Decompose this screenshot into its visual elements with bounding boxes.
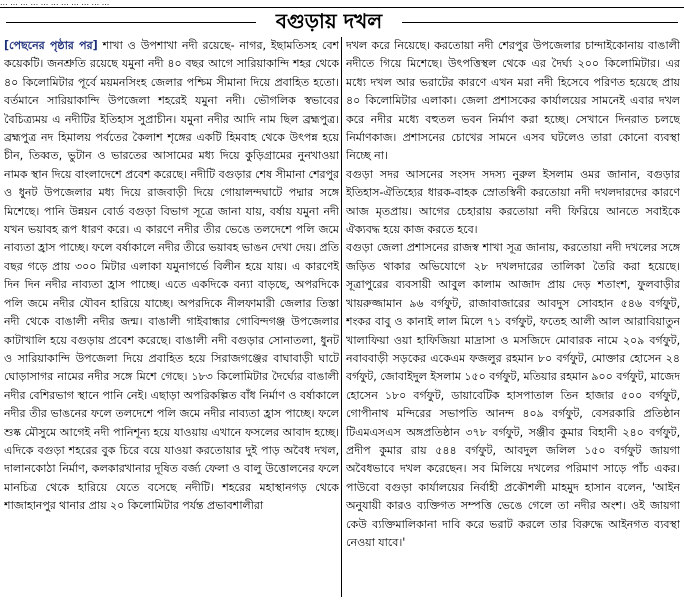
article-column-right — [346, 37, 680, 597]
article-headline: বগুড়ায় দখল — [275, 9, 383, 33]
headline-rule-right — [402, 22, 678, 23]
column-divider — [341, 37, 342, 597]
article-column-left — [4, 37, 339, 597]
headline-row — [0, 8, 684, 34]
right-paragraph-2: বগুড়া সদর আসনের সংসদ সদস্য নুরুল ইসলাম ওমর জানান, বগুড়ার ইতিহাস-ঐতিহ্যের ধারক-বাহক স্রোতস্বিনী করতোয়া নদী দখলদারদের কারণে আজ মৃতপ্রায়। আগের চেহারায় করতোয়া নদী ফিরিয়ে আনতে সবাইকে ঐক্যবদ্ধ হয়ে কাজ করতে হবে। — [346, 167, 680, 237]
previous-section-cutoff: ... ... ... ... ... ... ... ... ... ... ... — [0, 0, 684, 8]
right-paragraph-3: বগুড়া জেলা প্রশাসনের রাজস্ব শাখা সূত্র জানায়, করতোয়া নদী দখলের সঙ্গে জড়িত থাকার অভিযোগে ২৮ দখলদারের তালিকা তৈরি করা হয়েছে। সূত্রাপুরের ব্যবসায়ী আবুল কালাম আজাদ প্রায় দেড় শতাংশ, ফুলবাড়ীর খায়রুজ্জামান ৯৬ বর্গফুট, রাজাবাজারের আবদুস সোবহান ৫৪৬ বর্গফুট, শংকর বাবু ও কানাই লাল মিলে ৭১ বর্গফুট, ফতেহ আলী আল আরাবিয়াতুন খালাফিয়া ওয়া হাফিজিয়া মাদ্রাসা ও মসজিদে মোবারক নামে ২০৯ বর্গফুট, নবাববাড়ী সড়কের একেএম ফজলুর রহমান ৮০ বর্গফুট, মোক্তার হোসেন ২৪ বর্গফুট, জোবাইদুল ইসলাম ১৫০ বর্গফুট, মতিয়ার রহমান ৯০০ বর্গফুট, মাজেদ হোসেন ১৮০ বর্গফুট, ডায়াবেটিক হাসপাতাল তিন হাজার ৫০০ বর্গফুট, গোপীনাথ মন্দিরের সভাপতি আনন্দ ৪০৯ বর্গফুট, বেসরকারি প্রতিষ্ঠান টিএমএসএস অঙ্গপ্রতিষ্ঠান ৩৭৮ বর্গফুট, সঞ্জীব কুমার বিহানী ২৪০ বর্গফুট, প্রদীপ কুমার রায় ৫৪৪ বর্গফুট, আবদুল জলিল ১৫০ বর্গফুট জায়গা অবৈধভাবে দখল করেছেন। সব মিলিয়ে দখলের পরিমাণ সাড়ে পাঁচ একর। পাউবো বগুড়া কার্যালয়ের নির্বাহী প্রকৌশলী মাহমুদ হাসান বলেন, 'আইন অনুযায়ী কারও ব্যক্তিগত সম্পত্তি ভেঙে গেলে তা নদীর অংশ। ওই জায়গা কেউ ব্যক্তিমালিকানা দাবি করে ভরাট করলে তার বিরুদ্ধে আইনগত ব্যবস্থা নেওয়া যাবে।' — [346, 241, 680, 549]
left-paragraph-1 — [4, 37, 339, 516]
headline-rule-left — [6, 22, 256, 23]
right-paragraph-1: দখল করে নিয়েছে। করতোয়া নদী শেরপুর উপজেলার চান্দাইকোনায় বাঙালী নদীতে গিয়ে মিশেছে। উৎপত্তিস্থল থেকে এর দৈর্ঘ্য ২০০ কিলোমিটার। এর মধ্যে দখল আর ভরাটের কারণে এখন মরা নদী হিসেবে পরিণত হয়েছে প্রায় ৪০ কিলোমিটার এলাকা। জেলা প্রশাসকের কার্যালয়ের সামনেই এবার দখল করে নদীর মধ্যে বহুতল ভবন নির্মাণ করা হচ্ছে। সেখানে দিনরাত চলছে নির্মাণকাজ। প্রশাসনের চোখের সামনে এসব ঘটলেও তারা কোনো ব্যবস্থা নিচ্ছে না। — [346, 39, 680, 163]
continuation-tag: [পেছনের পৃষ্ঠার পর] — [4, 39, 98, 52]
left-paragraph-1-text: শাখা ও উপশাখা নদী রয়েছে- নাগর, ইছামতিসহ বেশ কয়েকটি। জনশ্রুতি রয়েছে যমুনা নদী ৪০ বছর আগে সারিয়াকান্দি শহর থেকে ৪০ কিলোমিটার পূর্বে ময়মনসিংহ জেলার পশ্চিম সীমানা দিয়ে প্রবাহিত হতো। বর্তমানে সারিয়াকান্দি উপজেলা শহরেই যমুনা নদী। ভৌগলিক স্বভাবের বৈচিত্র্যময় এ নদীটির ইতিহাস সুপ্রাচীন। যমুনা নদীর আদি নাম ছিল ব্রহ্মপুত্র। ব্রহ্মপুত্র নদ হিমালয় পর্বতের কৈলাশ শৃঙ্গের একটি হিমবাহ থেকে উৎপন্ন হয়ে চীন, তিব্বত, ভুটান ও ভারতের আসামের মধ্য দিয়ে কুড়িগ্রামের নুনখাওয়া নামক স্থান দিয়ে বাংলাদেশে প্রবেশ করেছে। নদীটি বগুড়ার শেষ সীমানা শেরপুর ও ধুনট উপজেলার মধ্য দিয়ে রাজবাড়ী দিয়ে গোয়ালন্দঘাটে পদ্মার সঙ্গে মিশেছে। পানি উন্নয়ন বোর্ড বগুড়া বিভাগ সূত্রে জানা যায়, বর্ষায় যমুনা নদী যখন ভয়াবহ রূপ ধারণ করে। এ কারণে নদীর তীর ভেঙে তলদেশে পলি জমে নাব্যতা হ্রাস পাচ্ছে। ফলে বর্ষাকালে নদীর তীরে ভয়াবহ ভাঙন দেখা দেয়। প্রতি বছর গড়ে প্রায় ৩০০ মিটার এলাকা যমুনাগর্ভে বিলীন হয়ে যায়। এ কারণেই দিন দিন নদীর নাব্যতা হ্রাস পাচ্ছে। এতে একদিকে বন্যা বাড়ছে, অপরদিকে পলি জমে নদীর যৌবন হারিয়ে যাচ্ছে। অপরদিকে নীলফামারী জেলার তিস্তা নদী থেকে বাঙালী নদীর জন্ম। বাঙালী গাইবান্ধার গোবিন্দগঞ্জ উপজেলার কাটাখালি হয়ে বগুড়ায় প্রবেশ করেছে। বাঙালী নদী বগুড়ার সোনাতলা, ধুনট ও সারিয়াকান্দি উপজেলা দিয়ে প্রবাহিত হয়ে সিরাজগঞ্জের বাঘাবাড়ী ঘাটে ঘোড়াসাগর নামের নদীর সঙ্গে মিশে গেছে। ১৮৩ কিলোমিটার দৈর্ঘ্যের বাঙালী নদীর বেশিরভাগ স্থানে পানি নেই। এছাড়া অপরিকল্পিত বাঁধ নির্মাণ ও বর্ষাকালে নদীর তীর ভাঙনের ফলে তলদেশে পলি জমে নদীর নাব্যতা হ্রাস পাচ্ছে। ফলে শুষ্ক মৌসুমে আগেই নদী পানিশূন্য হয়ে যাওয়ায় এখানে ফসলের আবাদ হচ্ছে। এদিকে বগুড়া শহরের বুক চিরে বয়ে যাওয়া করতোয়ার দুই পাড় অবৈধ দখল, দালানকোঠা নির্মাণ, কলকারখানার দূষিত বর্জ্য ফেলা ও বালু উত্তোলনের ফলে মানচিত্র থেকে হারিয়ে যেতে বসেছে নদীটি। শহরের মহাস্থানগড় থেকে শাজাহানপুর থানার প্রায় ২০ কিলোমিটার পর্যন্ত প্রভাবশালীরা — [4, 39, 339, 513]
